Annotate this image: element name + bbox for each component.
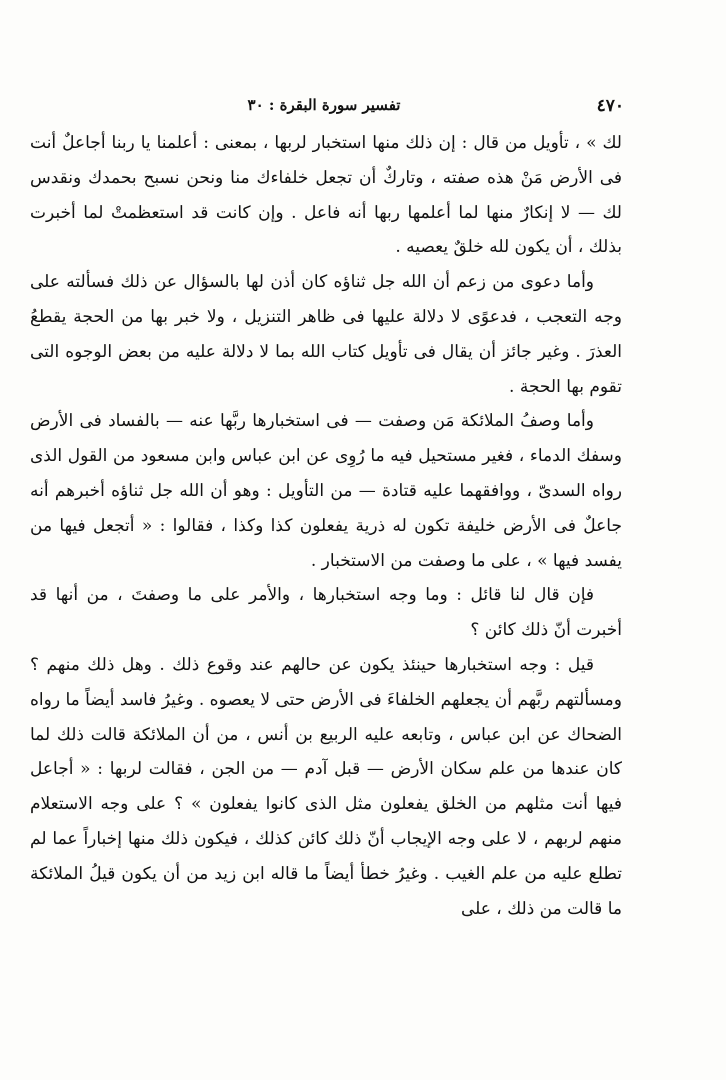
- running-title: تفسير سورة البقرة : ٣٠: [247, 96, 401, 114]
- paragraph: وأما دعوى من زعم أن الله جل ثناؤه كان أذن لها بالسؤال عن ذلك فسألته على وجه التعجب ، فدعوًى لا دلالة عليها فى ظاهر التنزيل ، ولا خبر بها من الحجة يقطعُ العذرَ . وغير جائز أن يقال فى تأويل كتاب الله بما لا دلالة عليه من بعض الوجوه التى تقوم بها الحجة .: [30, 272, 622, 397]
- paragraph: قيل : وجه استخبارها حينئذ يكون عن حالهم عند وقوع ذلك . وهل ذلك منهم ؟ ومسألتهم ربَّهم أن يجعلهم الخلفاءَ فى الأرض حتى لا يعصوه . وغيرُ فاسد أيضاً ما رواه الضحاك عن ابن عباس ، وتابعه عليه الربيع بن أنس ، من أن الملائكة قالت ذلك لما كان عندها من علم سكان الأرض — قبل آدم — من الجن ، فقالت لربها : « أجاعل فيها أنت مثلهم من الخلق يفعلون مثل الذى كانوا يفعلون » ؟ على وجه الاستعلام منهم لربهم ، لا على وجه الإيجاب أنّ ذلك كائن كذلك ، فيكون ذلك منها إخباراً عما لم تطلع عليه من علم الغيب . وغيرُ خطأ أيضاً ما قاله ابن زيد من أن يكون قيلُ الملائكة ما قالت من ذلك ، على: [30, 654, 623, 919]
- page-header: [24, 96, 624, 120]
- page-number: ٤٧٠: [596, 96, 624, 116]
- paragraph: وأما وصفُ الملائكة مَن وصفت — فى استخبارها ربَّها عنه — بالفساد فى الأرض وسفك الدماء ، فغير مستحيل فيه ما رُوِى عن ابن عباس وابن مسعود من القول الذى رواه السدىّ ، ووافقهما عليه قتادة — من التأويل : وهو أن الله جل ثناؤه أخبرهم أنه جاعلٌ فى الأرض خليفة تكون له ذرية يفعلون كذا وكذا ، فقالوا : « أتجعل فيها من يفسد فيها » ، على ما وصفت من الاستخبار .: [30, 411, 622, 571]
- paragraph: لك » ، تأويل من قال : إن ذلك منها استخبار لربها ، بمعنى : أعلمنا يا ربنا أجاعلٌ أنت فى الأرض مَنْ هذه صفته ، وتاركٌ أن تجعل خلفاءك منا ونحن نسبح بحمدك ونقدس لك — لا إنكارٌ منها لما أعلمها ربها أنه فاعل . وإن كانت قد استعظمتْ لما أخبرت بذلك ، أن يكون لله خلقٌ يعصيه .: [30, 133, 622, 258]
- paragraph: فإن قال لنا قائل : وما وجه استخبارها ، والأمر على ما وصفتَ ، من أنها قد أخبرت أنّ ذلك كائن ؟: [30, 585, 622, 641]
- body-text: [30, 126, 622, 926]
